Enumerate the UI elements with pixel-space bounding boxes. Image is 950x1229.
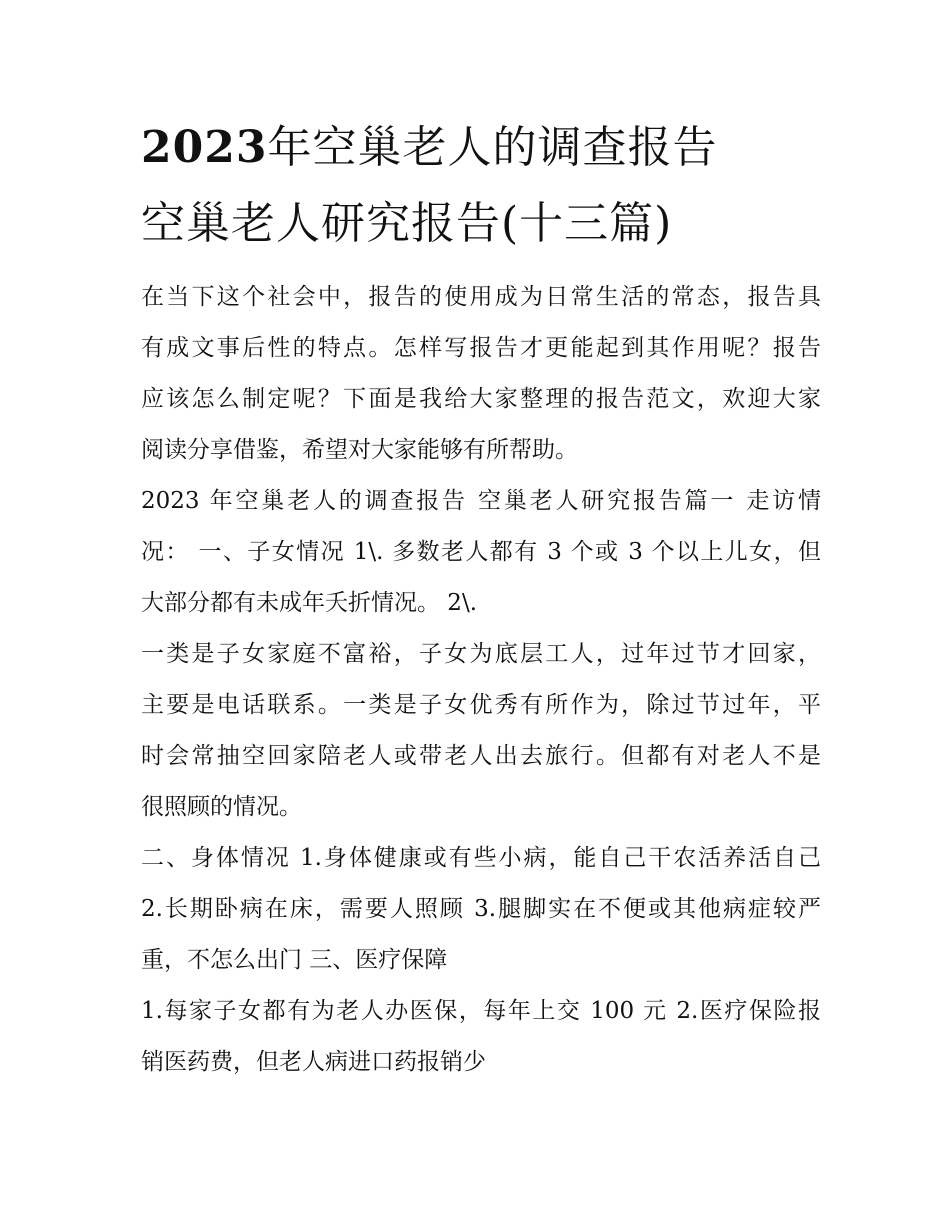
title-line-1-text: 年空巢老人的调查报告 (267, 122, 718, 173)
text-line: 在当下这个社会中，报告的使用成为日常生活的常态，报告具 (141, 284, 821, 310)
text-line: 况： 一、子女情况 1\. 多数老人都有 3 个或 3 个以上儿女，但 (141, 539, 821, 565)
paragraph-visit-situation (141, 476, 821, 629)
text-line: 1.每家子女都有为老人办医保，每年上交 100 元 2.医疗保险报 (141, 998, 821, 1024)
text-line: 2.长期卧病在床，需要人照顾 3.腿脚实在不便或其他病症较严 (141, 896, 821, 922)
document-title (141, 116, 821, 256)
paragraph-health (141, 833, 821, 986)
paragraph-children-types (141, 629, 821, 833)
text-line: 大部分都有未成年夭折情况。 2\. (141, 590, 478, 616)
text-line: 很照顾的情况。 (141, 794, 302, 820)
text-line: 阅读分享借鉴，希望对大家能够有所帮助。 (141, 437, 578, 463)
text-line: 应该怎么制定呢？下面是我给大家整理的报告范文，欢迎大家 (141, 386, 821, 412)
text-line: 重，不怎么出门 三、医疗保障 (141, 947, 448, 973)
text-line: 时会常抽空回家陪老人或带老人出去旅行。但都有对老人不是 (141, 743, 821, 769)
title-line-2: 空巢老人研究报告(十三篇) (141, 198, 673, 249)
text-line: 主要是电话联系。一类是子女优秀有所作为，除过节过年，平 (141, 692, 821, 718)
document-content (141, 116, 821, 1088)
text-line: 有成文事后性的特点。怎样写报告才更能起到其作用呢？报告 (141, 335, 821, 361)
body-text (141, 272, 821, 1088)
text-line: 一类是子女家庭不富裕，子女为底层工人，过年过节才回家， (141, 641, 821, 667)
title-year: 2023 (141, 122, 268, 173)
text-line: 二、身体情况 1.身体健康或有些小病，能自己干农活养活自己 (141, 845, 821, 871)
paragraph-medical (141, 986, 821, 1088)
paragraph-intro (141, 272, 821, 476)
text-line: 2023 年空巢老人的调查报告 空巢老人研究报告篇一 走访情 (141, 488, 821, 514)
title-line-1 (141, 116, 821, 180)
text-line: 销医药费，但老人病进口药报销少 (141, 1049, 486, 1075)
